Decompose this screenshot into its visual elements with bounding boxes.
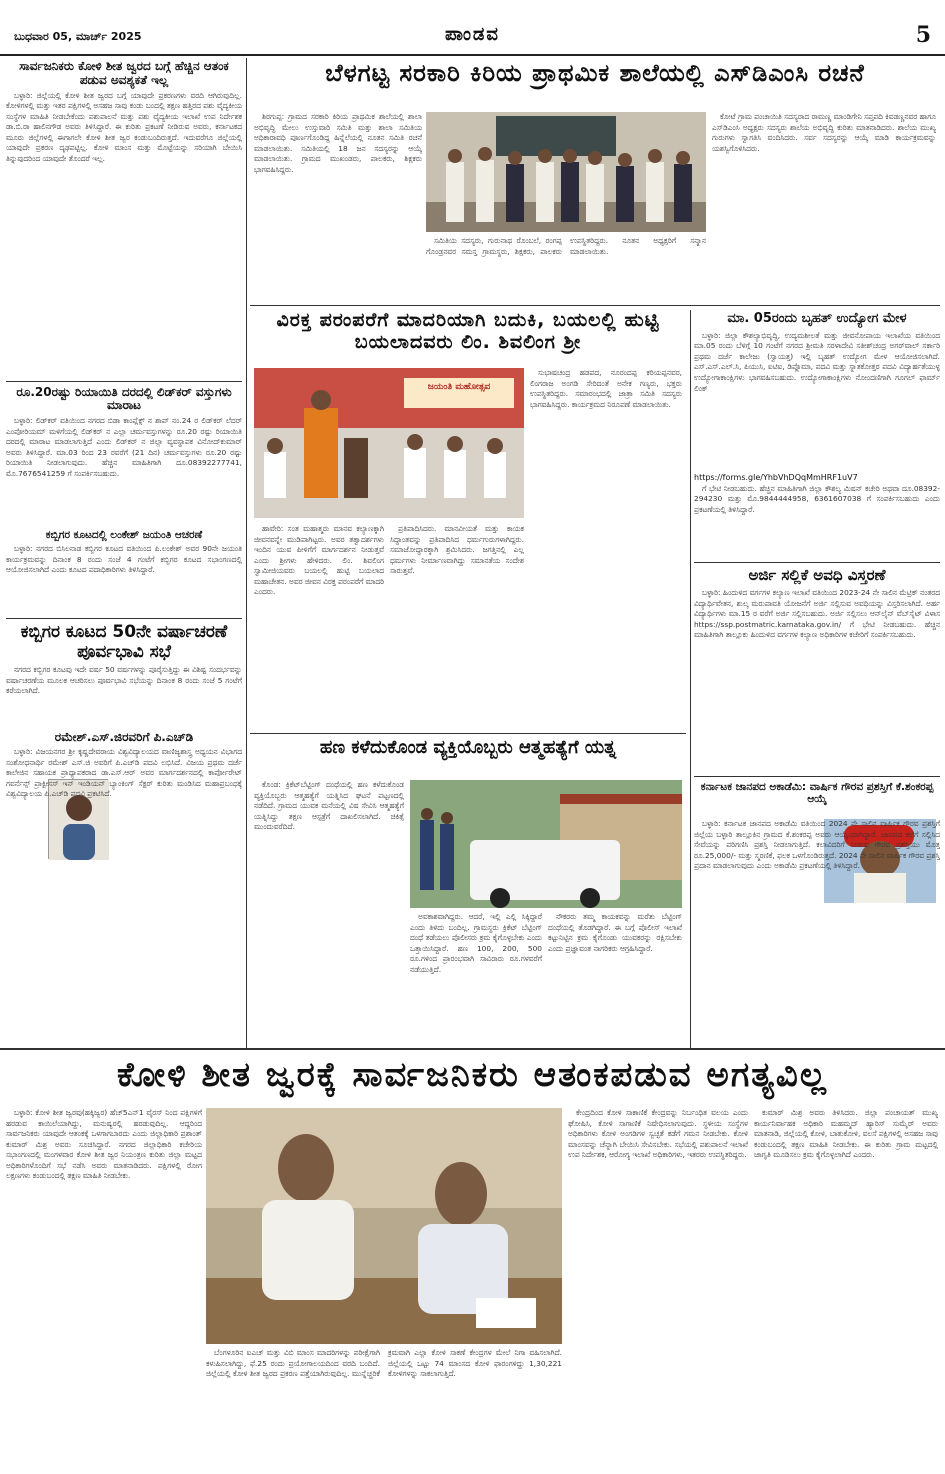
swamiji-event-photo [254, 368, 524, 518]
article-ramesh-phd: ಬಳ್ಳಾರಿ: ವಿಜಯನಗರ ಶ್ರೀ ಕೃಷ್ಣದೇವರಾಯ ವಿಶ್ವವಿದ್ಯಾಲಯದ ವಾಣಿಜ್ಯಶಾಸ್ತ್ರ ಅಧ್ಯಯನ ವಿಭಾಗದ ಸಂಶೋಧನಾರ್ಥಿ ರಮೇಶ್ ಎಸ್.ಜಿ ಅವರಿಗೆ ಪಿ.ಎಚ್‌ಡಿ ಪದವಿ ಲಭಿಸಿದೆ. ವಿಜಯ ಪ್ರಥಮ ದರ್ಜೆ ಕಾಲೇಜಿನ ಸಹಾಯಕ ಪ್ರಾಧ್ಯಾಪಕರಾದ ಡಾ.ಎಸ್.ಆರ್ ಅವರ ಮಾರ್ಗದರ್ಶನದಲ್ಲಿ ಕಾರ್ಪೋರೇಟ್ ಗವರ್ನೆನ್ಸ್ ಪ್ರಾಕ್ಟೀಸಸ್ ಇನ್ ಇಂಡಿಯನ್ ಬ್ಯಾಂಕಿಂಗ್ ಸೆಕ್ಟರ್ ಕುರಿತು ಮಂಡಿಸಿದ ಮಹಾಪ್ರಬಂಧಕ್ಕೆ ವಿಶ್ವವಿದ್ಯಾಲಯ ಪಿ.ಎಚ್‌ಡಿ ಪದವಿ ಪ್ರಕಟಿಸಿದೆ. [6, 747, 242, 897]
school-group-photo [426, 112, 706, 232]
headline-school-sdmc: ಬೆಳಗಟ್ಟ ಸರಕಾರಿ ಕಿರಿಯ ಪ್ರಾಥಮಿಕ ಶಾಲೆಯಲ್ಲಿ ಎಸ್‌ಡಿಎಂಸಿ ರಚನೆ [325, 60, 865, 87]
masthead [0, 0, 945, 56]
article-deadline-extension: ಅರ್ಜಿ ಸಲ್ಲಿಕೆ ಅವಧಿ ವಿಸ್ತರಣೆ ಬಳ್ಳಾರಿ: ಹಿಂದುಳಿದ ವರ್ಗಗಳ ಕಲ್ಯಾಣ ಇಲಾಖೆ ವತಿಯಿಂದ 2023-24 ನೇ ಸಾಲಿನ ಮೆಟ್ರಿಕ್ ನಂತರದ ವಿದ್ಯಾರ್ಥಿವೇತನ, ಶುಲ್ಕ ಮರುಪಾವತಿ ಯೋಜನೆಗೆ ಅರ್ಜಿ ಸಲ್ಲಿಸುವ ಅವಧಿಯನ್ನು ವಿಸ್ತರಿಸಲಾಗಿದೆ. ಅರ್ಹ ವಿದ್ಯಾರ್ಥಿಗಳು ಮಾ.15 ರ ವರೆಗೆ ಅರ್ಜಿ ಸಲ್ಲಿಸಬಹುದು. ಅರ್ಜಿ ಸಲ್ಲಿಸಲು ಆನ್‌ಲೈನ್ ವೆಬ್‌ಸೈಟ್ ವಿಳಾಸ https://ssp.postmatric.karnataka.gov.in/ ಗೆ ಭೇಟಿ ನೀಡಬಹುದು. ಹೆಚ್ಚಿನ ಮಾಹಿತಿಗಾಗಿ ತಾಲ್ಲೂಕು ಹಿಂದುಳಿದ ವರ್ಗಗಳ ಕಲ್ಯಾಣ ಅಧಿಕಾರಿಗಳ ಕಚೇರಿಗೆ ಸಂಪರ್ಕಿಸಬಹುದು. [694, 562, 940, 774]
headline-deadline-extension: ಅರ್ಜಿ ಸಲ್ಲಿಕೆ ಅವಧಿ ವಿಸ್ತರಣೆ [748, 566, 886, 584]
headline-suicide-attempt: ಹಣ ಕಳೆದುಕೊಂಡ ವ್ಯಕ್ತಿಯೊಬ್ಬರು ಆತ್ಮಹತ್ಯೆಗೆ ಯತ್ನ [319, 737, 617, 758]
meeting-photo [206, 1108, 562, 1344]
column-rule [246, 58, 247, 1048]
column-rule [690, 310, 691, 1048]
article-shivalinga-shri: ವಿರಕ್ತ ಪರಂಪರೆಗೆ ಮಾದರಿಯಾಗಿ ಬದುಕಿ, ಬಯಲಲ್ಲಿ ಹುಟ್ಟಿ ಬಯಲಾದವರು ಲಿಂ. ಶಿವಲಿಂಗ ಶ್ರೀ ಜಯಂತಿ ಮಹೋತ್ಸವ ಸುಭಾಷಚಂದ್ರ ಹಡಪದ, ನೂರಂದಪ್ಪ ಕರಿಯಪ್ಪನವರ, ಲಿಂಗರಾಜ ಅಂಗಡಿ ಸೇರಿದಂತೆ ಅನೇಕ ಗಣ್ಯರು, ಭಕ್ತರು ಉಪಸ್ಥಿತರಿದ್ದರು. ಸಮಾರಂಭದಲ್ಲಿ ಜಾತ್ರಾ ಸಮಿತಿ ಸದಸ್ಯರು ಭಾಗವಹಿಸಿದ್ದರು. ಕಾರ್ಯಕ್ರಮದ ನಿರೂಪಣೆ ಮಾಡಲಾಯಿತು. ಹಾವೇರಿ: ಸಂತ ಮಹಾತ್ಮರು ಮಾನವ ಕಲ್ಯಾಣಕ್ಕಾಗಿ ಜೀವನವನ್ನೇ ಮುಡಿಪಾಗಿಟ್ಟರು. ಅವರ ತತ್ವಾದರ್ಶಗಳು ಇಂದಿನ ಯುವ ಪೀಳಿಗೆಗೆ ಮಾರ್ಗದರ್ಶನ ನೀಡುತ್ತವೆ ಎಂದು ಶ್ರೀಗಳು ಹೇಳಿದರು. ಲಿಂ. ಶಿವಲಿಂಗ ಸ್ವಾಮೀಜಿಯವರು ಬಯಲಲ್ಲಿ ಹುಟ್ಟಿ ಬಯಲಾದ ಮಹಾಚೇತನ. ಅವರ ಜೀವನ ವಿರಕ್ತ ಪರಂಪರೆಗೆ ಮಾದರಿ ಎಂದರು. ಪ್ರತಿಪಾದಿಸಿದರು. ಮಾನವೀಯತೆ ಮತ್ತು ಕಾಯಕ ಸಿದ್ಧಾಂತವನ್ನು ಪ್ರತಿಪಾದಿಸಿದ ಧರ್ಮಗುರುಗಳಾಗಿದ್ದರು. ಸಮಾಜೋದ್ಧಾರಕ್ಕಾಗಿ ಶ್ರಮಿಸಿದರು. ಜಗತ್ತಿನಲ್ಲಿ ಎಲ್ಲ ಧರ್ಮಗಳು ನೀರ್ಮಾಣವಾಗಿದ್ದು ಸಮಾನತೆಯ ಸಂದೇಶ ಸಾರುತ್ತವೆ. [250, 310, 686, 734]
headline-bird-flu-main: ಕೋಳಿ ಶೀತ ಜ್ವರಕ್ಕೆ ಸಾರ್ವಜನಿಕರು ಆತಂಕಪಡುವ ಅಗತ್ಯವಿಲ್ಲ [117, 1055, 828, 1095]
headline-lidkar-discount: ರೂ.20ರಷ್ಟು ರಿಯಾಯಿತಿ ದರದಲ್ಲಿ ಲಿಡ್‌ಕರ್ ವಸ್ತುಗಳು ಮಾರಾಟ [16, 384, 232, 413]
incident-photo [410, 780, 682, 908]
headline-kabbigara-koota: ಕಬ್ಬಿಗರ ಕೂಟದ 50ನೇ ವರ್ಷಾಚರಣೆ ಪೂರ್ವಭಾವಿ ಸಭೆ [20, 622, 228, 662]
headline-ramesh-phd: ರಮೇಶ್.ಎಸ್.ಜಿರವರಿಗೆ ಪಿ.ಎಚ್‌ಡಿ [54, 730, 194, 745]
event-banner-text: ಜಯಂತಿ ಮಹೋತ್ಸವ [427, 382, 491, 392]
article-school-sdmc: ಬೆಳಗಟ್ಟ ಸರಕಾರಿ ಕಿರಿಯ ಪ್ರಾಥಮಿಕ ಶಾಲೆಯಲ್ಲಿ ಎಸ್‌ಡಿಎಂಸಿ ರಚನೆ ಶಿರಗುಪ್ಪ: ಗ್ರಾಮದ ಸರಕಾರಿ ಕಿರಿಯ ಪ್ರಾಥಮಿಕ ಶಾಲೆಯಲ್ಲಿ ಶಾಲಾ ಅಭಿವೃದ್ಧಿ ಮೇಲು ಉಸ್ತುವಾರಿ ಸಮಿತಿ ಮತ್ತು ಶಾಲಾ ಸಮಿತಿಯ ಅಧಿಕಾರಾವಧಿ ಪೂರ್ಣಗೊಂಡಿದ್ದ ಹಿನ್ನೆಲೆಯಲ್ಲಿ ನೂತನ ಸಮಿತಿ ರಚನೆ ಮಾಡಲಾಯಿತು. ಸಮಿತಿಯಲ್ಲಿ 18 ಜನ ಸದಸ್ಯರನ್ನು ಆಯ್ಕೆ ಮಾಡಲಾಯಿತು. ಗ್ರಾಮದ ಮುಖಂಡರು, ಪಾಲಕರು, ಶಿಕ್ಷಕರು ಭಾಗವಹಿಸಿದ್ದರು. ಸಮಿತಿಯ ಸದಸ್ಯರು, ಗುರುನಾಥ ರೊಂಬಲೆ, ರಂಗಪ್ಪ ಗೊಂಡ್ರನವರ ಸಮಸ್ತ ಗ್ರಾಮಸ್ಥರು, ಶಿಕ್ಷಕರು, ಪಾಲಕರು ಉಪಸ್ಥಿತರಿದ್ದರು. ನೂತನ ಅಧ್ಯಕ್ಷರಿಗೆ ಸನ್ಮಾನ ಮಾಡಲಾಯಿತು. ಕೋಟೆ ಗ್ರಾಮ ಪಂಚಾಯಿತಿ ಸದಸ್ಯರಾದ ರಾಮಣ್ಣ ಮಾಂಡಿಗೇನಿ ಸಪ್ತಪದಿ ಕಿವಡಣ್ಣನವರ ಹಾಗೂ ಎಸ್‌ಡಿಎಂಸಿ ಅಧ್ಯಕ್ಷರು ಸದಸ್ಯರು ಶಾಲೆಯ ಅಭಿವೃದ್ಧಿ ಕುರಿತು ಮಾತನಾಡಿದರು. ಶಾಲೆಯ ಮುಖ್ಯ ಗುರುಗಳು ಸ್ವಾಗತಿಸಿ ವಂದಿಸಿದರು. ಸರ್ವ ಸದಸ್ಯರನ್ನು ಆಯ್ಕೆ ಮಾಡಿ ಕಾರ್ಯಕ್ರಮವನ್ನು ಯಶಸ್ವಿಗೊಳಿಸಿದರು. [250, 60, 940, 306]
article-bird-flu-awareness: ಬಳ್ಳಾರಿ: ಜಿಲ್ಲೆಯಲ್ಲಿ ಕೋಳಿ ಶೀತ ಜ್ವರದ ಬಗ್ಗೆ ಯಾವುದೇ ಪ್ರಕರಣಗಳು ವರದಿ ಆಗಿರುವುದಿಲ್ಲ. ಕೋಳಿಗಳಲ್ಲಿ ಮತ್ತು ಇತರ ಪಕ್ಷಿಗಳಲ್ಲಿ ಅಸಹಜ ಸಾವು ಕಂಡು ಬಂದಲ್ಲಿ ತಕ್ಷಣ ಹತ್ತಿರದ ಪಶು ವೈದ್ಯಕೀಯ ಸಂಸ್ಥೆಗಳ ಮಾಹಿತಿ ನೀಡಬೇಕೆಂದು ಪಶುಪಾಲನೆ ಮತ್ತು ಪಶು ವೈದ್ಯಕೀಯ ಇಲಾಖೆ ಉಪ ನಿರ್ದೇಶಕ ಡಾ.ಬಿ.ರಾ ಹಾಲಿನಗೌಡ ಅವರು ತಿಳಿಸಿದ್ದಾರೆ. ಈ ಕುರಿತು ಪ್ರಕಟಣೆ ನೀಡಿರುವ ಅವರು, ಕರ್ನಾಟಕದ ಮೂರು ಜಿಲ್ಲೆಗಳಲ್ಲಿ ಈಗಾಗಲೇ ಕೋಳಿ ಶೀತ ಜ್ವರ ಕಂಡುಬಂದಿರುತ್ತದೆ. ಇದುವರೆಗೂ ಜಿಲ್ಲೆಯಲ್ಲಿ ಯಾವುದೇ ಪ್ರಕರಣ ದೃಢಪಟ್ಟಿಲ್ಲ. ಕೋಳಿ ಮಾಂಸ ಮತ್ತು ಮೊಟ್ಟೆಯನ್ನು ಸರಿಯಾಗಿ ಬೇಯಿಸಿ ತಿನ್ನುವುದರಿಂದ ಯಾವುದೇ ತೊಂದರೆ ಇಲ್ಲ. [6, 90, 242, 163]
page-number: 5 [915, 22, 931, 48]
article-suicide-attempt: ಹಣ ಕಳೆದುಕೊಂಡ ವ್ಯಕ್ತಿಯೊಬ್ಬರು ಆತ್ಮಹತ್ಯೆಗೆ ಯತ್ನ ಕೊಂಡ: ಕ್ರಿಕೆಟ್‌ಬೆಟ್ಟಿಂಗ್ ದಂಧೆಯಲ್ಲಿ ಹಣ ಕಳೆದುಕೊಂಡ ವ್ಯಕ್ತಿಯೊಬ್ಬರು ಆತ್ಮಹತ್ಯೆಗೆ ಯತ್ನಿಸಿದ ಘಟನೆ ಪಟ್ಟಣದಲ್ಲಿ ನಡೆದಿದೆ. ಗ್ರಾಮದ ಯುವಕ ಮನೆಯಲ್ಲಿ ವಿಷ ಸೇವಿಸಿ ಆತ್ಮಹತ್ಯೆಗೆ ಯತ್ನಿಸಿದ್ದು ತಕ್ಷಣ ಆಸ್ಪತ್ರೆಗೆ ದಾಖಲಿಸಲಾಗಿದೆ. ಚಿಕಿತ್ಸೆ ಮುಂದುವರೆದಿದೆ. ಅವಕಾಶವಾಗಿದ್ದರು. ಆದರೆ, ಇಲ್ಲಿ ಎಲ್ಲಿ ಸಿಕ್ಕಿದ್ದಾರೆ ಎಂದು ತಿಳಿದು ಬಂದಿಲ್ಲ. ಗ್ರಾಮಸ್ಥರು ಕ್ರಿಕೆಟ್ ಬೆಟ್ಟಿಂಗ್ ದಂಧೆ ತಡೆಯಲು ಪೊಲೀಸರು ಕ್ರಮ ಕೈಗೊಳ್ಳಬೇಕು ಎಂದು ಒತ್ತಾಯಿಸಿದ್ದಾರೆ. ಹಣ 100, 200, 500 ರೂ.ಗಳಿಂದ ಪ್ರಾರಂಭವಾಗಿ ಸಾವಿರಾರು ರೂ.ಗಳವರೆಗೆ ನಡೆಯುತ್ತಿದೆ. ನೌಕರರು ತಮ್ಮ ಕಾಯಕವನ್ನು ಮರೆತು ಬೆಟ್ಟಿಂಗ್ ದಂಧೆಯಲ್ಲಿ ತೊಡಗಿದ್ದಾರೆ. ಈ ಬಗ್ಗೆ ಪೊಲೀಸ್ ಇಲಾಖೆ ಕಟ್ಟುನಿಟ್ಟಿನ ಕ್ರಮ ಕೈಗೊಂಡು ಯುವಕರನ್ನು ರಕ್ಷಿಸಬೇಕು ಎಂದು ಪ್ರಜ್ಞಾವಂತ ನಾಗರಿಕರು ಆಗ್ರಹಿಸಿದ್ದಾರೆ. [250, 736, 686, 1046]
headline-job-fair: ಮಾ. 05ರಂದು ಬೃಹತ್ ಉದ್ಯೋಗ ಮೇಳ [727, 311, 907, 326]
article-job-fair: ಮಾ. 05ರಂದು ಬೃಹತ್ ಉದ್ಯೋಗ ಮೇಳ ಬಳ್ಳಾರಿ: ಜಿಲ್ಲಾ ಕೌಶಲ್ಯಾಭಿವೃದ್ಧಿ, ಉದ್ಯಮಶೀಲತೆ ಮತ್ತು ಜೀವನೋಪಾಯ ಇಲಾಖೆಯ ವತಿಯಿಂದ ಮಾ.05 ರಂದು ಬೆಳಿಗ್ಗೆ 10 ಗಂಟೆಗೆ ನಗರದ ಶ್ರೀಮತಿ ಸರಳಾದೇವಿ ಸತೀಶ್‌ಚಂದ್ರ ಅಗರ್‌ವಾಲ್ ಸರ್ಕಾರಿ ಪ್ರಥಮ ದರ್ಜೆ ಕಾಲೇಜು (ಸ್ವಾಯತ್ತ) ಇಲ್ಲಿ ಬೃಹತ್ ಉದ್ಯೋಗ ಮೇಳ ಆಯೋಜಿಸಲಾಗಿದೆ. ಎಸ್.ಎಸ್.ಎಲ್.ಸಿ, ಪಿಯುಸಿ, ಐಟಿಐ, ಡಿಪ್ಲೊಮಾ, ಪದವಿ ಮತ್ತು ಸ್ನಾತಕೋತ್ತರ ಪದವಿ ವಿದ್ಯಾರ್ಹತೆಯುಳ್ಳ ಉದ್ಯೋಗಾಕಾಂಕ್ಷಿಗಳು ಭಾಗವಹಿಸಬಹುದು. ಉದ್ಯೋಗಾಕಾಂಕ್ಷಿಗಳು ನೋಂದಣಿಗಾಗಿ ಗೂಗಲ್ ಫಾರ್ಮ್ ಲಿಂಕ್ https://forms.gle/YhbVhDQqMmHRF1uV7 ಗೆ ಭೇಟಿ ನೀಡಬಹುದು. ಹೆಚ್ಚಿನ ಮಾಹಿತಿಗಾಗಿ ಜಿಲ್ಲಾ ಕೌಶಲ್ಯ ಮಿಷನ್ ಕಚೇರಿ ಅಥವಾ ದೂ.08392-294230 ಮತ್ತು ಮೊ.9844444958, 6361607038 ಗೆ ಸಂಪರ್ಕಿಸಬಹುದು ಎಂದು ಪ್ರಕಟಣೆಯಲ್ಲಿ ತಿಳಿಸಿದ್ದಾರೆ. [694, 311, 940, 514]
newspaper-name: ಪಾಂಡವ [445, 24, 500, 45]
article-lidkar-discount: ಬಳ್ಳಾರಿ: ಲಿಡ್‌ಕರ್ ವತಿಯಿಂದ ನಗರದ ಬಿಡಾ ಕಾಂಪ್ಲೆಕ್ಸ್ ನ ಶಾಪ್ ನಂ.24 ರ ಲಿಡ್‌ಕರ್ ಲೆದರ್ ಎಂಪೋರಿಯಮ್ ಮಳಿಗೆಯಲ್ಲಿ ಲಿಡ್‌ಕರ್ ನ ಎಲ್ಲಾ ಚರ್ಮವಸ್ತುಗಳನ್ನು ರೂ.20 ರಷ್ಟು ರಿಯಾಯಿತಿ ದರದಲ್ಲಿ ಮಾರಾಟ ಮಾಡಲಾಗುತ್ತಿದೆ ಎಂದು ಲಿಡ್‌ಕರ್ ನ ಜಿಲ್ಲಾ ವ್ಯವಸ್ಥಾಪಕ ವಿನೋದ್‌ಕುಮಾರ್ ಅವರು ತಿಳಿಸಿದ್ದಾರೆ. ಮಾ.03 ರಿಂದ 23 ರವರೆಗೆ (21 ದಿನ) ಚರ್ಮವಸ್ತುಗಳು ರೂ.20 ರಷ್ಟು ರಿಯಾಯಿತಿ ನೀಡಲಾಗುವುದು. ಹೆಚ್ಚಿನ ಮಾಹಿತಿಗಾಗಿ ದೂ.08392277741, ಮೊ.7676541259 ಗೆ ಸಂಪರ್ಕಿಸಬಹುದು. [6, 416, 242, 478]
headline-bird-flu-awareness: ಸಾರ್ವಜನಿಕರು ಕೋಳಿ ಶೀತ ಜ್ವರದ ಬಗ್ಗೆ ಹೆಚ್ಚಿನ ಆತಂಕ ಪಡುವ ಅವಶ್ಯಕತೆ ಇಲ್ಲ [19, 60, 229, 87]
headline-shivalinga-shri: ವಿರಕ್ತ ಪರಂಪರೆಗೆ ಮಾದರಿಯಾಗಿ ಬದುಕಿ, ಬಯಲಲ್ಲಿ ಹುಟ್ಟಿ ಬಯಲಾದವರು ಲಿಂ. ಶಿವಲಿಂಗ ಶ್ರೀ [276, 310, 660, 353]
issue-date: ಬುಧವಾರ 05, ಮಾರ್ಚ್ 2025 [14, 30, 142, 43]
headline-janapada-akademi: ಕರ್ನಾಟಕ ಜಾನಪದ ಅಕಾಡೆಮಿ: ವಾರ್ಷಿಕ ಗೌರವ ಪ್ರಶಸ್ತಿಗೆ ಕೆ.ಶಂಕರಪ್ಪ ಆಯ್ಕೆ [700, 781, 934, 806]
article-lankesh-jayanti: ಬಳ್ಳಾರಿ: ನಗರದ ಬಿಸಿಲನಾಡ ಕಬ್ಬಿಗರ ಕೂಟದ ವತಿಯಿಂದ ಪಿ.ಲಂಕೇಶ್ ಅವರ 90ನೇ ಜಯಂತಿ ಕಾರ್ಯಕ್ರಮವನ್ನು ದಿನಾಂಕ 8 ರಂದು ಸಂಜೆ 4 ಗಂಟೆಗೆ ಕಬ್ಬಿಗರ ಕೂಟದ ಸಭಾಂಗಣದಲ್ಲಿ ಆಯೋಜಿಸಲಾಗಿದೆ ಎಂದು ಕೂಟದ ಪದಾಧಿಕಾರಿಗಳು ತಿಳಿಸಿದ್ದಾರೆ. [6, 544, 242, 575]
article-bird-flu-main: ಕೋಳಿ ಶೀತ ಜ್ವರಕ್ಕೆ ಸಾರ್ವಜನಿಕರು ಆತಂಕಪಡುವ ಅಗತ್ಯವಿಲ್ಲ ಬಳ್ಳಾರಿ: ಕೋಳಿ ಶೀತ ಜ್ವರವು(ಹಕ್ಕಿಜ್ವರ) ಹೆಚ್5ಎನ್1 ವೈರಸ್ ನಿಂದ ಪಕ್ಷಿಗಳಿಗೆ ಹರಡುವ ಕಾಯಿಲೆಯಾಗಿದ್ದು, ಮನುಷ್ಯರಲ್ಲಿ ಹರಡುವುದಿಲ್ಲ. ಆದ್ದರಿಂದ ಸಾರ್ವಜನಿಕರು ಯಾವುದೇ ಆತಂಕಕ್ಕೆ ಒಳಗಾಗಬಾರದು ಎಂದು ಜಿಲ್ಲಾಧಿಕಾರಿ ಪ್ರಶಾಂತ್ ಕುಮಾರ್ ಮಿಶ್ರ ಅವರು ಸೂಚಿಸಿದ್ದಾರೆ. ನಗರದ ಜಿಲ್ಲಾಧಿಕಾರಿ ಕಚೇರಿಯ ಸಭಾಂಗಣದಲ್ಲಿ ಮಂಗಳವಾರ ಕೋಳಿ ಶೀತ ಜ್ವರ ನಿಯಂತ್ರಣ ಕುರಿತು ಜಿಲ್ಲಾ ಮಟ್ಟದ ಅಧಿಕಾರಿಗಳೊಂದಿಗೆ ಸಭೆ ನಡೆಸಿ ಅವರು ಮಾತನಾಡಿದರು. ಪಕ್ಷಿಗಳಲ್ಲಿ ರೋಗ ಲಕ್ಷಣಗಳು ಕಂಡುಬಂದಲ್ಲಿ ತಕ್ಷಣ ಮಾಹಿತಿ ನೀಡಬೇಕು. ಬೆಂಗಳೂರಿನ ಐಎಚ್ ಮತ್ತು ವಿಬಿ ಮಾಂಸ ಮಾದರಿಗಳನ್ನು ಪರೀಕ್ಷೆಗಾಗಿ ಕಳುಹಿಸಲಾಗಿದ್ದು, ಫೆ.25 ರಂದು ಪ್ರಯೋಗಾಲಯದಿಂದ ವರದಿ ಬಂದಿದೆ. ಜಿಲ್ಲೆಯಲ್ಲಿ ಕೋಳಿ ಶೀತ ಜ್ವರದ ಪ್ರಕರಣ ಪತ್ತೆಯಾಗಿರುವುದಿಲ್ಲ. ಮುನ್ನೆಚ್ಚರಿಕೆ ಕ್ರಮವಾಗಿ ಎಲ್ಲಾ ಕೋಳಿ ಸಾಕಣೆ ಕೇಂದ್ರಗಳ ಮೇಲೆ ನಿಗಾ ವಹಿಸಲಾಗಿದೆ. ಜಿಲ್ಲೆಯಲ್ಲಿ ಒಟ್ಟು 74 ಮಾಂಸದ ಕೋಳಿ ಫಾರಂಗಳಿದ್ದು 1,30,221 ಕೋಳಿಗಳನ್ನು ಸಾಕಲಾಗುತ್ತಿದೆ. ಕೇಂದ್ರದಿಂದ ಕೋಳಿ ಸಾಕಾಣಿಕೆ ಕೇಂದ್ರವನ್ನು ನಿರ್ಬಂಧಿತ ವಲಯ ಎಂದು ಘೋಷಿಸಿ, ಕೋಳಿ ಸಾಗಾಣಿಕೆ ನಿಷೇಧಿಸಲಾಗುವುದು. ಸ್ಥಳೀಯ ಸಂಸ್ಥೆಗಳ ಅಧಿಕಾರಿಗಳು ಕೋಳಿ ಅಂಗಡಿಗಳ ಸ್ವಚ್ಛತೆ ಕಡೆಗೆ ಗಮನ ನೀಡಬೇಕು. ಕೋಳಿ ಮಾಂಸವನ್ನು ಚೆನ್ನಾಗಿ ಬೇಯಿಸಿ ಸೇವಿಸಬೇಕು. ಸಭೆಯಲ್ಲಿ ಪಶುಪಾಲನೆ ಇಲಾಖೆ ಉಪ ನಿರ್ದೇಶಕ, ಆರೋಗ್ಯ ಇಲಾಖೆ ಅಧಿಕಾರಿಗಳು, ಇತರರು ಉಪಸ್ಥಿತರಿದ್ದರು. ಕುಮಾರ್ ಮಿಶ್ರ ಅವರು ತಿಳಿಸಿದರು. ಜಿಲ್ಲಾ ಪಂಚಾಯತ್ ಮುಖ್ಯ ಕಾರ್ಯನಿರ್ವಾಹಕ ಅಧಿಕಾರಿ ಮಹಮ್ಮದ್ ಹ್ಯಾರಿಸ್ ಸುಮೈರ್ ಅವರು ಮಾತನಾಡಿ, ಜಿಲ್ಲೆಯಲ್ಲಿ ಕೋಳಿ, ಬಾತುಕೋಳಿ, ವಲಸೆ ಪಕ್ಷಿಗಳಲ್ಲಿ ಅಸಹಜ ಸಾವು ಕಂಡುಬಂದಲ್ಲಿ ತಕ್ಷಣ ಮಾಹಿತಿ ನೀಡಬೇಕು. ಈ ಕುರಿತು ಗ್ರಾಮ ಮಟ್ಟದಲ್ಲಿ ಜಾಗೃತಿ ಮೂಡಿಸಲು ಕ್ರಮ ಕೈಗೊಳ್ಳಲಾಗಿದೆ ಎಂದರು. [0, 1052, 945, 1474]
registration-link[interactable]: https://forms.gle/YhbVhDQqMmHRF1uV7 [694, 472, 858, 482]
section-rule [0, 1048, 945, 1050]
article-kabbigara-koota: ನಗರದ ಕಬ್ಬಿಗರ ಕೂಟವು ಇದೇ ವರ್ಷ 50 ವರ್ಷಗಳನ್ನು ಪೂರೈಸುತ್ತಿದ್ದು ಈ ವಿಶಿಷ್ಟ ಸಂದರ್ಭವನ್ನು ವರ್ಷಾಚರಣೆಯ ಮೂಲಕ ಆಚರಿಸಲು ಪೂರ್ವಭಾವಿ ಸಭೆಯನ್ನು ದಿನಾಂಕ 8 ರಂದು ಸಂಜೆ 5 ಗಂಟೆಗೆ ಕರೆಯಲಾಗಿದೆ. [6, 665, 242, 696]
article-janapada-akademi: ಕರ್ನಾಟಕ ಜಾನಪದ ಅಕಾಡೆಮಿ: ವಾರ್ಷಿಕ ಗೌರವ ಪ್ರಶಸ್ತಿಗೆ ಕೆ.ಶಂಕರಪ್ಪ ಆಯ್ಕೆ ಬಳ್ಳಾರಿ: ಕರ್ನಾಟಕ ಜಾನಪದ ಅಕಾಡೆಮಿ ವತಿಯಿಂದ 2024 ನೇ ಸಾಲಿನ ವಾರ್ಷಿಕ ಗೌರವ ಪ್ರಶಸ್ತಿಗೆ ಜಿಲ್ಲೆಯ ಬಳ್ಳಾರಿ ತಾಲ್ಲೂಕಿನ ಗ್ರಾಮದ ಕೆ.ಶಂಕರಪ್ಪ ಅವರು ಆಯ್ಕೆಯಾಗಿದ್ದಾರೆ. ಜಾನಪದ ಕಲೆಗೆ ಸಲ್ಲಿಸಿದ ಸೇವೆಯನ್ನು ಪರಿಗಣಿಸಿ ಪ್ರಶಸ್ತಿ ನೀಡಲಾಗುತ್ತಿದೆ. ಕಲಾವಿದರಿಗೆ ನೀಡುವ ಗೌರವ ಪ್ರಶಸ್ತಿಯು ಮೊತ್ತ ರೂ.25,000/- ಮತ್ತು ಸ್ಮರಣಿಕೆ, ಫಲಕ ಒಳಗೊಂಡಿರುತ್ತದೆ. 2024 ನೇ ಸಾಲಿನ ವಾರ್ಷಿಕ ಗೌರವ ಪ್ರಶಸ್ತಿ ಪ್ರದಾನ ಮಾಡಲಾಗುವುದು ಎಂದು ಅಕಾಡೆಮಿ ಪ್ರಕಟಣೆಯಲ್ಲಿ ತಿಳಿಸಿದ್ದಾರೆ. [694, 776, 940, 1046]
headline-lankesh-jayanti: ಕಬ್ಬಿಗರ ಕೂಟದಲ್ಲಿ ಲಂಕೇಶ್ ಜಯಂತಿ ಆಚರಣೆ [45, 529, 203, 542]
left-column [6, 60, 242, 1045]
